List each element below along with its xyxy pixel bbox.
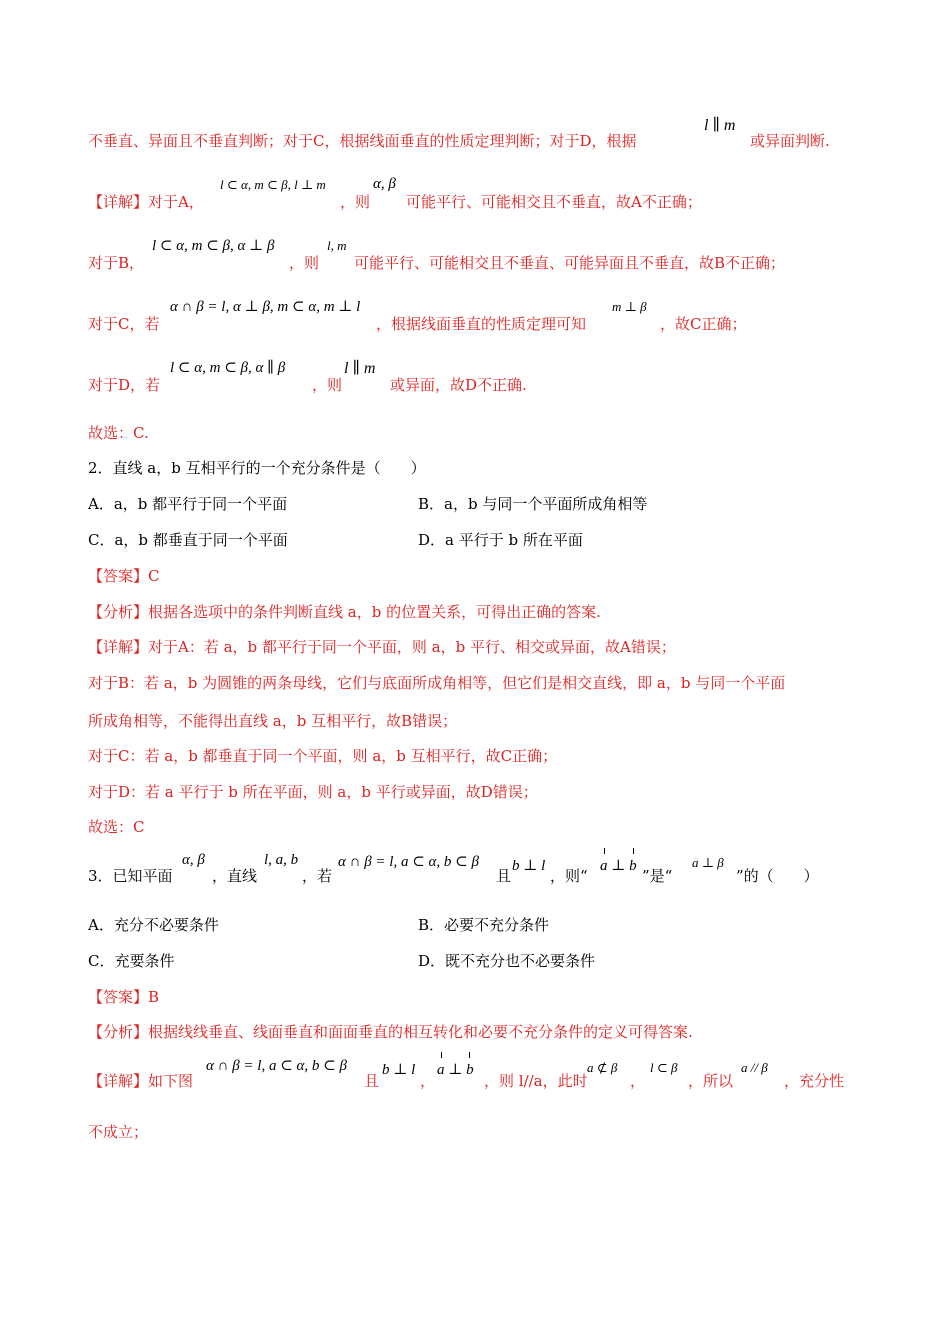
q3-stem-pre: 3．已知平面 (88, 867, 173, 885)
q3-stem-math2: l, a, b (264, 852, 299, 868)
q1-detail-a: 【详解】对于A， (88, 193, 204, 211)
q3-detail-math3: a ⊥ b (437, 1062, 474, 1078)
q3-detail-p7: ，充分性 (784, 1072, 845, 1090)
q3-stem-math1: α, β (182, 852, 205, 868)
q3-analysis: 【分析】根据线线垂直、线面垂直和面面垂直的相互转化和必要不充分条件的定义可得答案. (88, 1023, 693, 1041)
q3-stem-p5: ，则“ (550, 867, 588, 885)
q3-stem-math3: α ∩ β = l, a ⊂ α, b ⊂ β (338, 854, 479, 870)
q2-detail-a: 【详解】对于A：若 a，b 都平行于同一个平面，则 a，b 平行、相交或异面，故A错误； (88, 638, 676, 656)
q2-option-c: C．a，b 都垂直于同一个平面 (88, 531, 288, 549)
q1-detail-c-math1: α ∩ β = l, α ⊥ β, m ⊂ α, m ⊥ l (170, 299, 361, 315)
q1-detail-d-mid: ，则 (312, 376, 343, 394)
q1-detail-b-post: 可能平行、可能相交且不垂直、可能异面且不垂直，故B不正确； (354, 254, 786, 272)
q1-detail-a-math2: α, β (373, 176, 396, 192)
vector-arrow-icon (633, 848, 634, 854)
q3-stem-math5: a ⊥ b (600, 858, 637, 874)
q1-detail-c-mid: ，根据线面垂直的性质定理可知 (376, 315, 587, 333)
q2-stem: 2．直线 a，b 互相平行的一个充分条件是（ ） (88, 459, 426, 477)
q3-stem-math4: b ⊥ l (512, 858, 546, 874)
q1-analysis-end: 不垂直、异面且不垂直判断；对于C，根据线面垂直的性质定理判断；对于D，根据 (88, 132, 637, 150)
q3-detail-math5: l ⊂ β (650, 1060, 678, 1075)
q1-detail-b: 对于B， (88, 254, 145, 272)
q3-stem-p6: ”是“ (642, 867, 673, 885)
q3-stem-p2: ，直线 (212, 867, 258, 885)
q1-detail-a-post: 可能平行、可能相交且不垂直，故A不正确； (406, 193, 702, 211)
q1-detail-d-math1: l ⊂ α, m ⊂ β, α ∥ β (170, 360, 286, 376)
q1-detail-c: 对于C，若 (88, 315, 160, 333)
q3-option-b: B．必要不充分条件 (418, 916, 550, 934)
q2-answer: 【答案】C (88, 567, 160, 585)
vector-arrow-icon (441, 1052, 442, 1058)
q3-detail-line2: 不成立； (88, 1123, 149, 1141)
q3-stem-p7: ”的（ ） (736, 867, 819, 885)
q3-stem-math6: a ⊥ β (692, 855, 724, 870)
q2-choose: 故选：C (88, 818, 145, 836)
q2-option-b: B．a，b 与同一个平面所成角相等 (418, 495, 648, 513)
q1-detail-b-math2: l, m (327, 238, 347, 253)
q2-analysis: 【分析】根据各选项中的条件判断直线 a，b 的位置关系，可得出正确的答案. (88, 603, 601, 621)
q1-detail-c-math2: m ⊥ β (612, 299, 647, 314)
q3-option-a: A．充分不必要条件 (88, 916, 219, 934)
q3-stem-p3: ，若 (302, 867, 333, 885)
q1-analysis-tail: 或异面判断. (750, 132, 830, 150)
q1-detail-b-mid: ，则 (289, 254, 320, 272)
q2-option-a: A．a，b 都平行于同一个平面 (88, 495, 288, 513)
q1-detail-d-math2: l ∥ m (344, 360, 376, 377)
q1-detail-b-math1: l ⊂ α, m ⊂ β, α ⊥ β (152, 238, 275, 254)
q2-option-d: D．a 平行于 b 所在平面 (418, 531, 583, 549)
q3-detail-p6: ，所以 (688, 1072, 734, 1090)
q3-detail-p4: ，则 l//a，此时 (484, 1072, 588, 1090)
q3-detail-p3: ， (420, 1072, 436, 1090)
vector-arrow-icon (604, 848, 605, 854)
q3-answer: 【答案】B (88, 988, 160, 1006)
q3-detail-pre: 【详解】如下图 (88, 1072, 194, 1090)
q2-detail-b2: 所成角相等，不能得出直线 a，b 互相平行，故B错误； (88, 712, 458, 730)
q3-detail-math4: a ⊄ β (587, 1060, 618, 1075)
q3-stem-p4: 且 (496, 867, 512, 885)
q1-choose: 故选：C. (88, 424, 149, 442)
q1-detail-d: 对于D，若 (88, 376, 161, 394)
q2-detail-b1: 对于B：若 a，b 为圆锥的两条母线，它们与底面所成角相等，但它们是相交直线，即 a，b 与同一个平面 (88, 674, 786, 692)
q2-detail-d: 对于D：若 a 平行于 b 所在平面，则 a，b 平行或异面，故D错误； (88, 783, 538, 801)
q3-option-d: D．既不充分也不必要条件 (418, 952, 596, 970)
q1-detail-a-math1: l ⊂ α, m ⊂ β, l ⊥ m (220, 177, 326, 192)
q1-detail-c-post: ，故C正确； (660, 315, 747, 333)
q2-detail-c: 对于C：若 a，b 都垂直于同一个平面，则 a，b 互相平行，故C正确； (88, 747, 558, 765)
q3-detail-math1: α ∩ β = l, a ⊂ α, b ⊂ β (206, 1058, 347, 1074)
q3-detail-math2: b ⊥ l (382, 1062, 416, 1078)
vector-arrow-icon (469, 1052, 470, 1058)
q3-option-c: C．充要条件 (88, 952, 175, 970)
q3-detail-math6: a // β (741, 1060, 768, 1075)
q3-detail-p2: 且 (364, 1072, 380, 1090)
q1-detail-a-mid: ，则 (340, 193, 371, 211)
q1-detail-d-post: 或异面，故D不正确. (390, 376, 527, 394)
q3-detail-p5: ， (630, 1072, 646, 1090)
q1-analysis-math: l ∥ m (704, 117, 736, 134)
